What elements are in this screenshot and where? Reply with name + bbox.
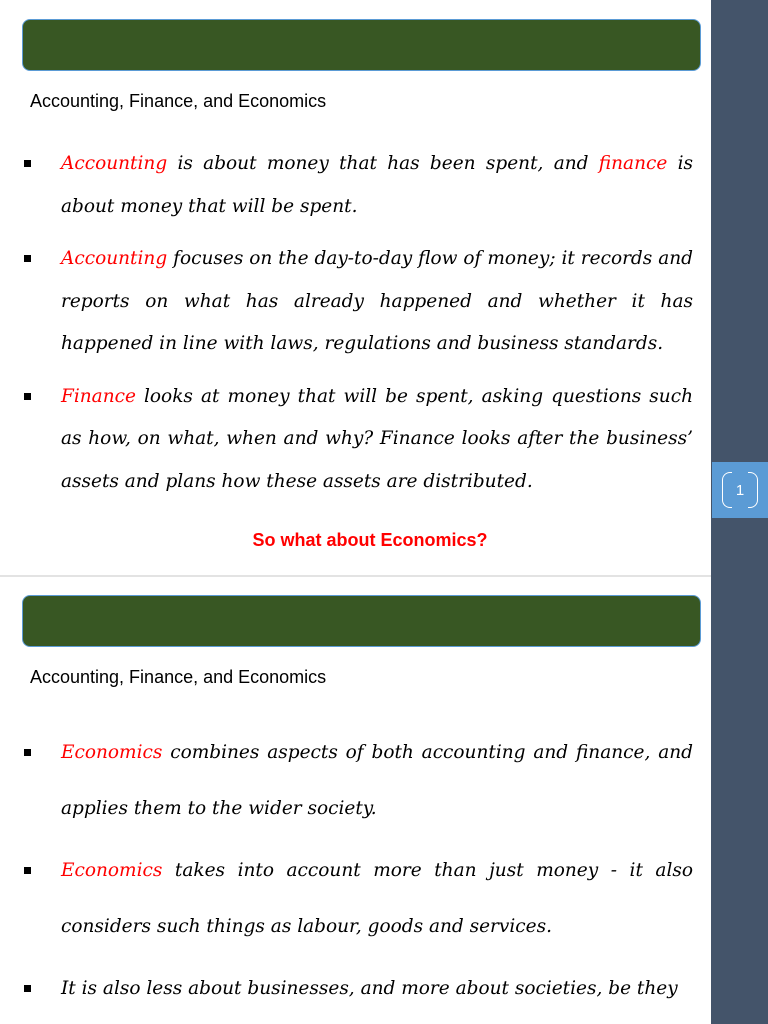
bullet-marker-icon — [24, 749, 31, 756]
bullet-marker-icon — [24, 393, 31, 400]
highlight-term: Finance — [61, 385, 136, 407]
bullet-item — [0, 961, 711, 1017]
bullet-text: is about money that will be spent. — [61, 153, 693, 217]
page-bracket-icon — [720, 472, 760, 508]
bullet-text: It is also less about businesses, and more about societies, be they — [61, 978, 678, 999]
highlight-term: Accounting — [61, 153, 168, 174]
slide-subtitle: Accounting, Finance, and Economics — [30, 91, 327, 111]
highlight-term: Economics — [61, 860, 163, 881]
slide-subtitle: Accounting, Finance, and Economics — [30, 667, 327, 687]
page-number: 1 — [735, 481, 745, 499]
slide-title-bar — [22, 595, 701, 647]
bullet-text: focuses on the day-to-day flow of money; it records and reports on what has already happened and whether it has happened in line with laws, regulations and business standards. — [61, 248, 693, 354]
bullet-item — [0, 725, 711, 837]
bullet-text: is about money that has been spent, and — [167, 153, 599, 174]
bullet-item — [0, 376, 711, 504]
bullet-item — [0, 238, 711, 366]
slide-2 — [0, 577, 711, 1024]
highlight-term: Economics — [61, 742, 163, 763]
bullet-marker-icon — [24, 255, 31, 262]
bullet-marker-icon — [24, 867, 31, 874]
bullet-text: looks at money that will be spent, asking questions such as how, on what, when and why? Finance looks after the business’ assets and plans how these assets are distributed. — [61, 385, 693, 492]
bullet-marker-icon — [24, 160, 31, 167]
bullet-text: takes into account more than just money - it also considers such things as labour, goods and services. — [61, 860, 693, 937]
highlight-term: Accounting — [61, 248, 168, 269]
highlight-term: finance — [598, 153, 668, 174]
bullet-item — [0, 143, 711, 228]
bullet-marker-icon — [24, 985, 31, 992]
bullet-list — [0, 725, 711, 1023]
bullet-list — [0, 143, 711, 513]
closing-question: So what about Economics? — [252, 530, 488, 550]
bullet-text: combines aspects of both accounting and finance, and applies them to the wider society. — [61, 742, 693, 819]
slide-title-bar — [22, 19, 701, 71]
bullet-item — [0, 843, 711, 955]
page-indicator[interactable] — [712, 462, 768, 518]
